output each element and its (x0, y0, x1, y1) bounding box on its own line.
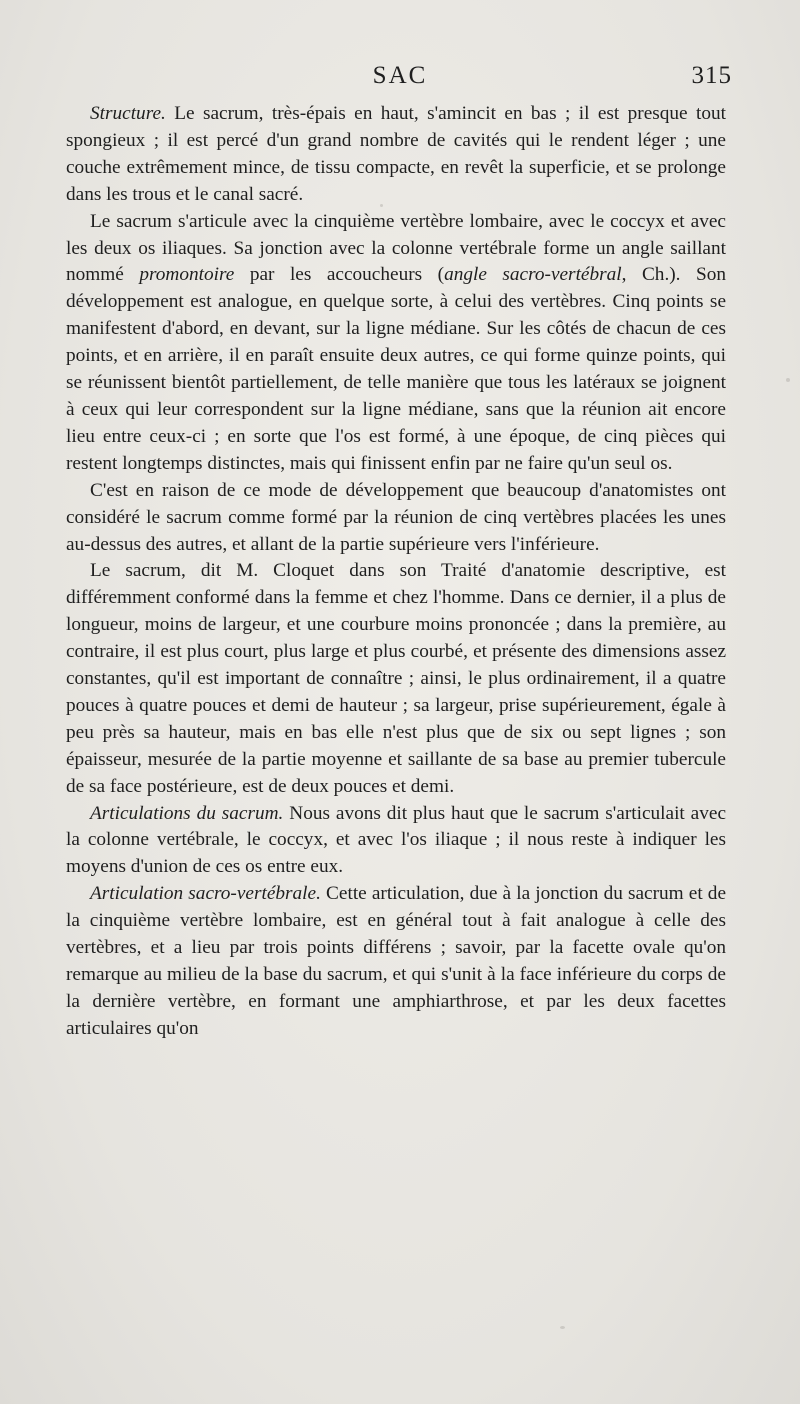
page-number: 315 (691, 62, 732, 89)
paragraph-text: Cette articulation, due à la jonction du sacrum et de la cinquième vertèbre lombaire, est en général tout à fait analogue à celle des vertèbres, et a lieu par trois points différens ; savoir, par la facette ovale qu'on remarque au milieu de la base du sacrum, et qui s'unit à la face inférieure du corps de la dernière vertèbre, en formant une amphiarthrose, et par les deux facettes articulaires qu'on (66, 883, 726, 1039)
paragraph-development (66, 478, 726, 559)
paragraph-text: , Ch.). Son développement est analogue, en quelque sorte, à celui des vertèbres. Cinq points se manifestent d'abord, en devant, sur la ligne médiane. Sur les côtés de chacun de ces points, et en arrière, il en paraît ensuite deux autres, ce qui forme quinze points, qui se réunissent bientôt partiellement, de telle manière que tous les latéraux se joignent à ceux qui leur correspondent sur la ligne médiane, sans que la réunion ait encore lieu entre ceux-ci ; en sorte que l'os est formé, à une époque, de cinq pièces qui restent longtemps distinctes, mais qui finissent enfin par ne faire qu'un seul os. (66, 264, 727, 474)
paper-speck (786, 378, 790, 382)
paragraph-text: Le sacrum s'articule avec la cinquième vertèbre lombaire, avec le coccyx et avec les deux os iliaques. Sa jonction avec la colonne vertébrale forme un angle saillant nommé (66, 210, 726, 286)
paragraph-articulations-overview (66, 209, 726, 478)
paragraph-text: par les accoucheurs ( (234, 264, 445, 286)
paper-speck (380, 204, 383, 207)
running-title: SAC (372, 62, 428, 89)
section-heading-structure: Structure. (90, 103, 166, 124)
section-heading-sacro-vertebrale: Articulation sacro-vertébrale. (90, 883, 321, 905)
paragraph-text: Le sacrum, très-épais en haut, s'amincit en bas ; il est presque tout spongieux ; il est percé d'un grand nombre de cavités qui le rendent léger ; une couche extrêmement mince, de tissu compacte, en revêt la superficie, et se prolonge dans les trous et le canal sacré. (66, 103, 726, 205)
term-promontoire: promontoire (139, 264, 235, 286)
section-heading-articulations: Articulations du sacrum. (90, 802, 284, 824)
paragraph-articulations-sacrum (66, 801, 726, 882)
paragraph-structure (66, 101, 726, 209)
body-text (66, 101, 726, 1043)
paragraph-cloquet (66, 558, 726, 800)
running-head (60, 62, 740, 96)
paragraph-text: C'est en raison de ce mode de développement que beaucoup d'anatomistes ont considéré le sacrum comme formé par la réunion de cinq vertèbres placées les unes au-dessus des autres, et allant de la partie supérieure vers l'inférieure. (66, 479, 726, 555)
paragraph-text: Nous avons dit plus haut que le sacrum s'articulait avec la colonne vertébrale, le coccyx, et avec l'os iliaque ; il nous reste à indiquer les moyens d'union de ces os entre eux. (66, 802, 727, 878)
paragraph-text: Le sacrum, dit M. Cloquet dans son Traité d'anatomie descriptive, est différemment conformé dans la femme et chez l'homme. Dans ce dernier, il a plus de longueur, moins de largeur, et une courbure moins prononcée ; dans la première, au contraire, il est plus court, plus large et plus courbé, et présente des dimensions assez constantes, qu'il est important de connaître ; ainsi, le plus ordinairement, il a quatre pouces à quatre pouces et demi de hauteur ; sa largeur, prise supérieurement, égale à peu près sa hauteur, mais en bas elle n'est plus que de six ou sept lignes ; son épaisseur, mesurée de la partie moyenne et saillante de sa base au premier tubercule de sa face postérieure, est de deux pouces et demi. (66, 560, 726, 797)
paragraph-sacro-vertebral (66, 881, 726, 1042)
paper-speck (560, 1326, 565, 1329)
term-angle-sacro-vertebral: angle sacro-vertébral (444, 264, 622, 286)
